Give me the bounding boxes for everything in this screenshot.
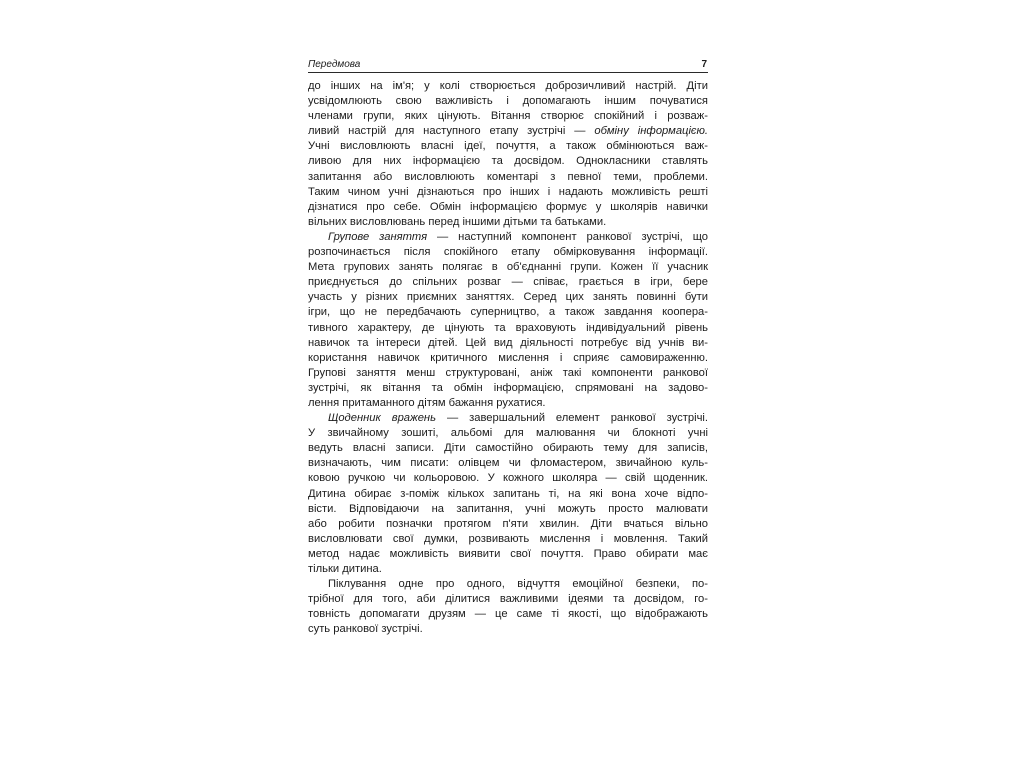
line-text: або робити позначки протягом п'яти хвилин. Діти вчаться вільно — [308, 517, 708, 530]
line-text: ковою ручкою чи кольоровою. У кожного школяра — свій щоденник. — [308, 472, 708, 485]
line-text: ливою для них інформацією та досвідом. Однокласники ставлять — [308, 155, 708, 168]
line-text: Мета групових занять полягає в об'єднанні групи. Кожен її учасник — [308, 261, 708, 274]
text-line — [308, 547, 708, 562]
text-line — [308, 170, 708, 185]
line-text: користання навичок критичного мислення і сприяє самовираженню. — [308, 351, 708, 364]
line-text: висловлювати свої думки, розвивають мислення і мовлення. Такий — [308, 532, 708, 545]
text-line — [308, 607, 708, 622]
line-text: Учні висловлюють власні ідеї, почуття, а також обмінюються важ- — [308, 140, 708, 153]
line-text: участь у різних приємних заняттях. Серед цих занять повинні бути — [308, 291, 708, 304]
line-text: членами групи, яких цінують. Вітання створює спокійний і розваж- — [308, 110, 708, 123]
line-text: запитання або висловлюють коментарі з певної теми, проблеми. — [308, 170, 708, 183]
text-line — [308, 154, 708, 169]
line-text: вільних висловлювань перед іншими дітьми та батьками. — [308, 215, 607, 228]
line-text: ливий настрій для наступного етапу зустрічі — — [308, 125, 595, 138]
text-line — [308, 124, 708, 139]
text-line — [308, 622, 708, 637]
line-text: вісти. Відповідаючи на запитання, учні можуть просто малювати — [308, 502, 708, 515]
text-line — [308, 336, 708, 351]
line-text: тивного характеру, де цінують та враховують індивідуальний рівень — [308, 321, 708, 334]
text-line — [308, 396, 708, 411]
emphasized-term: обміну інформацією. — [594, 125, 708, 138]
line-text: ведуть власні записи. Діти самостійно обирають тему для записів, — [308, 442, 708, 455]
text-line — [308, 305, 708, 320]
text-line — [308, 79, 708, 94]
text-line — [308, 230, 708, 245]
paragraph — [308, 577, 708, 637]
paragraph — [308, 411, 708, 577]
line-text: до інших на ім'я; у колі створюється доброзичливий настрій. Діти — [308, 80, 708, 92]
text-line — [308, 139, 708, 154]
text-line — [308, 517, 708, 532]
text-line — [308, 577, 708, 592]
text-line — [308, 487, 708, 502]
line-text: Таким чином учні дізнаються про інших і надають можливість решті — [308, 185, 708, 198]
text-line — [308, 502, 708, 517]
line-text: тільки дитина. — [308, 563, 382, 575]
text-line — [308, 562, 708, 577]
paragraph — [308, 230, 708, 411]
line-text: трібної для того, аби ділитися важливими ідеями та досвідом, го- — [308, 593, 708, 606]
line-text: розпочинається після спокійного етапу обмірковування інформації. — [308, 246, 708, 259]
text-line — [308, 275, 708, 290]
line-text: — наступний компонент ранкової зустрічі, що — [427, 230, 708, 243]
text-line — [308, 592, 708, 607]
line-text: метод надає можливість виявити свої почуття. Право обирати має — [308, 547, 708, 560]
text-line — [308, 109, 708, 124]
paragraph — [308, 79, 708, 230]
text-line — [308, 245, 708, 260]
line-text: товність допомагати друзям — це саме ті якості, що відображають — [308, 608, 708, 621]
line-text: — завершальний елемент ранкової зустрічі. — [435, 412, 708, 425]
section-title: Передмова — [308, 59, 361, 70]
line-text: Дитина обирає з-поміж кількох запитань ті, на які вона хоче відпо- — [308, 487, 708, 500]
line-text: усвідомлюють свою важливість і допомагають іншим почуватися — [308, 95, 708, 108]
text-line — [308, 185, 708, 200]
text-line — [308, 321, 708, 336]
emphasized-term: Щоденник вражень — [328, 412, 436, 425]
emphasized-term: Групове заняття — [328, 230, 428, 243]
text-line — [308, 411, 708, 426]
text-line — [308, 426, 708, 441]
text-line — [308, 351, 708, 366]
line-text: Групові заняття менш структуровані, аніж такі компоненти ранкової — [308, 366, 708, 379]
line-text: У звичайному зошиті, альбомі для малювання чи блокноті учні — [308, 427, 708, 440]
running-head — [308, 56, 708, 73]
book-page — [308, 56, 708, 637]
line-text: дізнатися про себе. Обмін інформацією формує у школярів навички — [308, 200, 708, 213]
text-line — [308, 366, 708, 381]
text-line — [308, 456, 708, 471]
line-text: ігри, що не передбачають суперництво, а також завдання коопера- — [308, 306, 708, 319]
page-number: 7 — [701, 59, 707, 70]
line-text: зустрічі, як вітання та обмін інформацією, спрямовані на задово- — [308, 381, 708, 394]
text-line — [308, 200, 708, 215]
line-text: приєднується до спільних розваг — співає, грається в ігри, бере — [308, 276, 708, 289]
line-text: лення притаманного дітям бажання рухатися. — [308, 396, 546, 409]
text-line — [308, 215, 708, 230]
text-line — [308, 94, 708, 109]
text-line — [308, 290, 708, 305]
text-line — [308, 381, 708, 396]
text-line — [308, 471, 708, 486]
text-line — [308, 532, 708, 547]
text-line — [308, 441, 708, 456]
line-text: навичок та інтереси дітей. Цей вид діяльності потребує від учнів ви- — [308, 336, 708, 349]
line-text: визначають, чим писати: олівцем чи фломастером, звичайною куль- — [308, 457, 708, 470]
line-text: Піклування одне про одного, відчуття емоційної безпеки, по- — [328, 578, 708, 591]
body-text — [308, 79, 708, 637]
line-text: суть ранкової зустрічі. — [308, 623, 423, 636]
text-line — [308, 260, 708, 275]
